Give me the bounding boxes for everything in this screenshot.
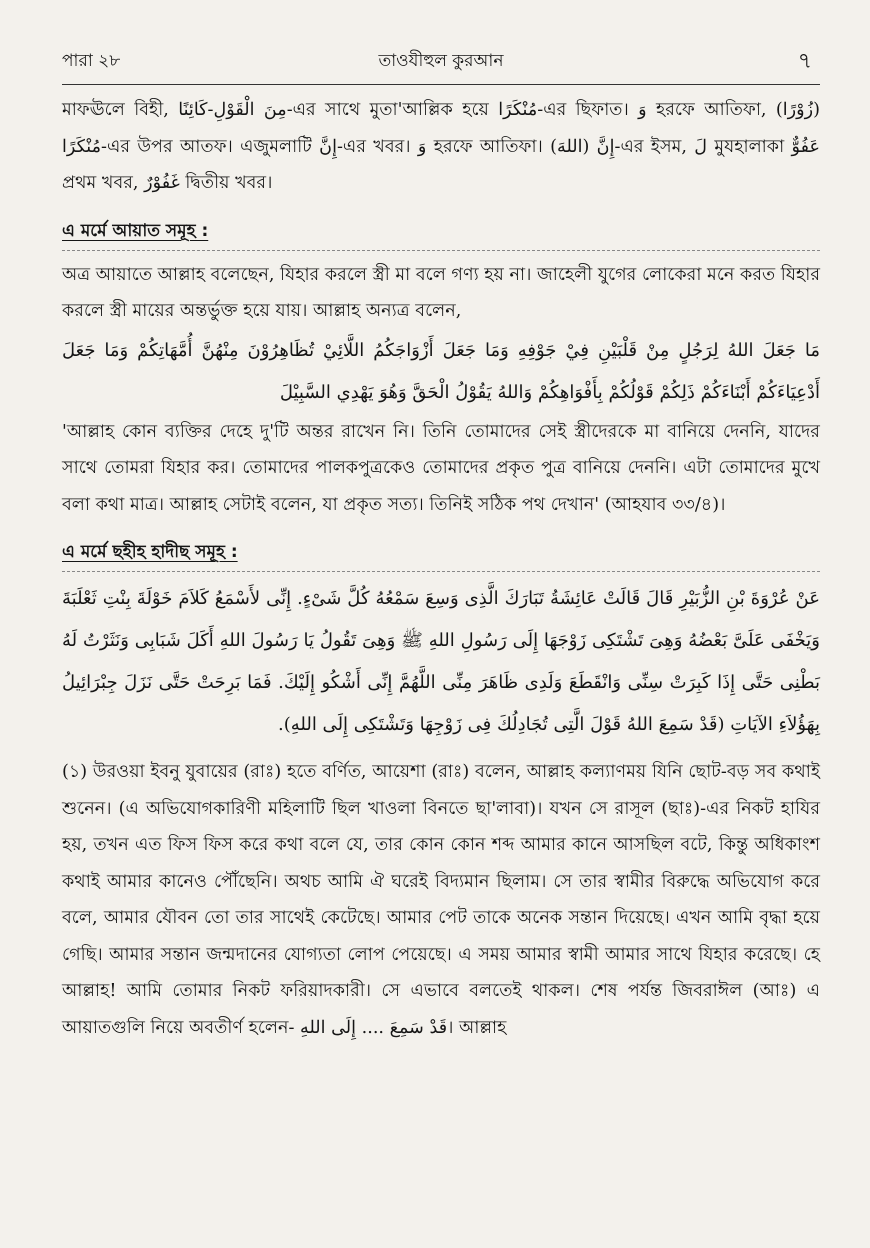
- ayat-intro-paragraph: অত্র আয়াতে আল্লাহ বলেছেন, যিহার করলে স্ত্রী মা বলে গণ্য হয় না। জাহেলী যুগের লোকেরা মনে করত যিহার করলে স্ত্রী মায়ের অন্তর্ভুক্ত হয়ে যায়। আল্লাহ অন্যত্র বলেন,: [62, 264, 820, 321]
- ayah-arabic-text: مَا جَعَلَ اللهُ لِرَجُلٍ مِنْ قَلْبَيْنِ فِيْ جَوْفِهِ وَمَا جَعَلَ أَزْوَاجَكُمُ اللَّائِيْ تُظَاهِرُوْنَ مِنْهُنَّ أُمَّهَاتِكُمْ وَمَا جَعَلَ أَدْعِيَاءَكُمْ أَبْنَاءَكُمْ ذَلِكُمْ قَوْلُكُمْ بِأَفْوَاهِكُمْ وَاللهُ يَقُوْلُ الْحَقَّ وَهُوَ يَهْدِي السَّبِيْلَ: [62, 339, 820, 403]
- hadith-translation: (১) উরওয়া ইবনু যুবায়ের (রাঃ) হতে বর্ণিত, আয়েশা (রাঃ) বলেন, আল্লাহ কল্যাণময় যিনি ছোট-বড় সব কথাই শুনেন। (এ অভিযোগকারিণী মহিলাটি ছিল খাওলা বিনতে ছা'লাবা)। যখন সে রাসূল (ছাঃ)-এর নিকট হাযির হয়, তখন এত ফিস ফিস করে কথা বলে যে, তার কোন কোন শব্দ আমার কানে আসছিল বটে, কিন্তু অধিকাংশ কথাই আমার কানেও পৌঁছেনি। অথচ আমি ঐ ঘরেই বিদ্যমান ছিলাম। সে তার স্বামীর বিরুদ্ধে অভিযোগ করে বলে, আমার যৌবন তো তার সাথেই কেটেছে। আমার পেট তাকে অনেক সন্তান দিয়েছে। এখন আমি বৃদ্ধা হয়ে গেছি। আমার সন্তান জন্মদানের যোগ্যতা লোপ পেয়েছে। এ সময় আমার স্বামী আমার সাথে যিহার করেছে। হে আল্লাহ! আমি তোমার নিকট ফরিয়াদকারী। সে এভাবে বলতেই থাকল। শেষ পর্যন্ত জিবরাঈল (আঃ) এ আয়াতগুলি নিয়ে অবতীর্ণ হলেন- قَدْ سَمِعَ .... إِلَى اللهِ। আল্লাহ: [62, 762, 820, 1038]
- page-header: [62, 44, 820, 85]
- para-label: পারা ২৮: [62, 51, 121, 71]
- page-number: ৭: [797, 49, 812, 74]
- book-title: তাওযীহুল কুরআন: [378, 51, 504, 71]
- section-divider: [62, 571, 820, 572]
- section-heading-ayat: এ মর্মে আয়াত সমূহ :: [62, 220, 209, 241]
- section-divider: [62, 250, 820, 251]
- hadith-arabic-text: عَنْ عُرْوَةَ بْنِ الزُّبَيْرِ قَالَ قَالَتْ عَائِشَةُ تَبَارَكَ الَّذِى وَسِعَ سَمْعُهُ كُلَّ شَىْءٍ. إِنِّى لأَسْمَعُ كَلاَمَ خَوْلَةَ بِنْتِ ثَعْلَبَةَ وَيَخْفَى عَلَىَّ بَعْضُهُ وَهِىَ تَشْتَكِى زَوْجَهَا إِلَى رَسُولِ اللهِ ﷺ وَهِىَ تَقُولُ يَا رَسُولَ اللهِ أَكَلَ شَبَابِى وَنَثَرْتُ لَهُ بَطْنِى حَتَّى إِذَا كَبِرَتْ سِنِّى وَانْقَطَعَ وَلَدِى ظَاهَرَ مِنِّى اللَّهُمَّ إِنِّى أَشْكُو إِلَيْكَ. فَمَا بَرِحَتْ حَتَّى نَزَلَ جِبْرَائِيلُ بِهَؤُلاَءِ الآيَاتِ (قَدْ سَمِعَ اللهُ قَوْلَ الَّتِى تُجَادِلُكَ فِى زَوْجِهَا وَتَشْتَكِى إِلَى اللهِ).: [62, 588, 820, 735]
- section-heading-hadith: এ মর্মে ছহীহ হাদীছ সমূহ :: [62, 542, 238, 562]
- grammar-paragraph: মাফঊলে বিহী, مِنَ الْقَوْلِ-كَائِنًا-এর সাথে মুতা'আল্লিক হয়ে مُنْكَرًا-এর ছিফাত। وَ হরফে আতিফা, (زُوْرًا) مُنْكَرًا-এর উপর আতফ। এজুমলাটি إِنَّ-এর খবর। وَ হরফে আতিফা। إِنَّ (اللهَ)-এর ইসম, لَ মুযহালাকা عَفُوٌّ প্রথম খবর, غَفُوْرٌ দ্বিতীয় খবর।: [62, 100, 820, 193]
- page-content: [62, 92, 820, 1046]
- ayah-translation: 'আল্লাহ কোন ব্যক্তির দেহে দু'টি অন্তর রাখেন নি। তিনি তোমাদের সেই স্ত্রীদেরকে মা বানিয়ে দেননি, যাদের সাথে তোমরা যিহার কর। তোমাদের পালকপুত্রকেও তোমাদের প্রকৃত পুত্র বানিয়ে দেননি। এটা তোমাদের মুখে বলা কথা মাত্র। আল্লাহ সেটাই বলেন, যা প্রকৃত সত্য। তিনিই সঠিক পথ দেখান' (আহযাব ৩৩/৪)।: [62, 421, 820, 515]
